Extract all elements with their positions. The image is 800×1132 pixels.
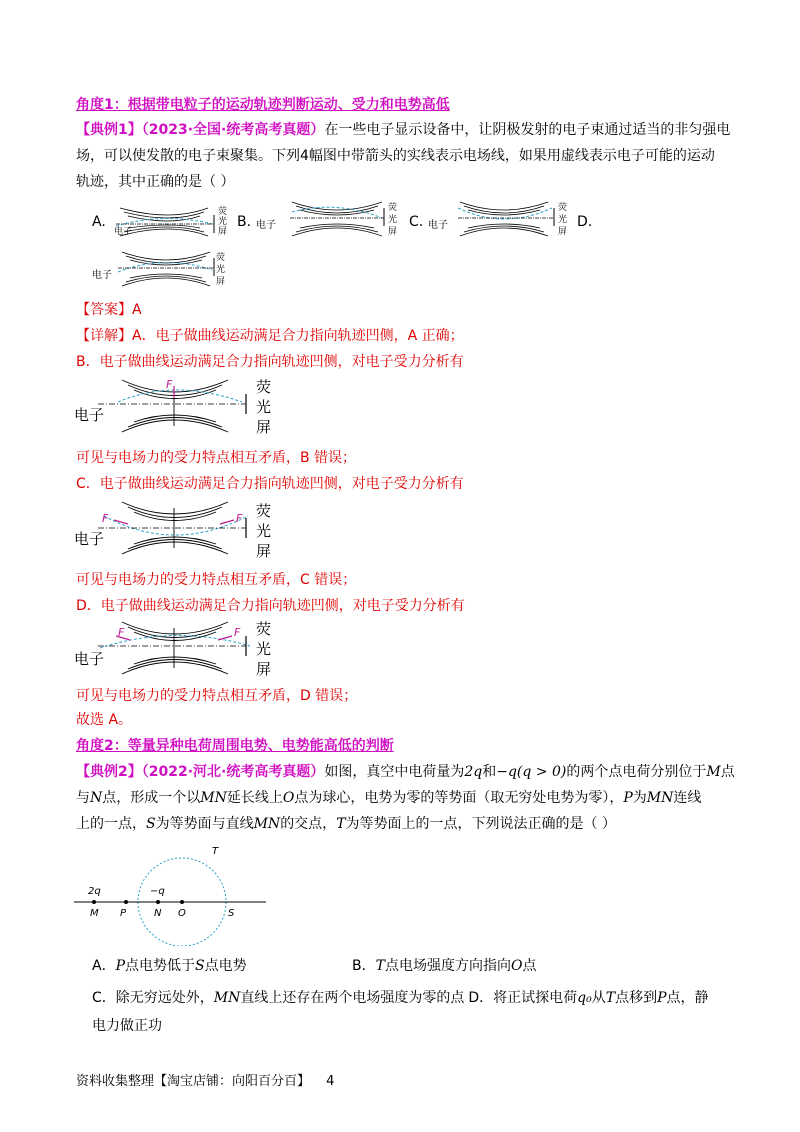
figure-option-d (88, 246, 238, 292)
svg-text:屏: 屏 (218, 227, 228, 237)
ex2-math: 2q (464, 764, 483, 780)
ex2-text: 的交点， (280, 816, 337, 832)
svg-text:电子: 电子 (114, 227, 133, 237)
ex2-math: MN (253, 816, 281, 832)
example1-tag: 【典例1】 (76, 122, 142, 138)
svg-text:屏: 屏 (388, 227, 398, 237)
svg-text:光: 光 (388, 215, 398, 225)
detail-tag: 【详解】 (76, 328, 132, 344)
figure-option-b (252, 196, 402, 242)
svg-text:荧: 荧 (256, 620, 272, 638)
angle2-heading: 角度2：等量异种电荷周围电势、电势能高低的判断 (76, 738, 394, 754)
ex2-option-b (352, 956, 536, 976)
detail-figure-b (70, 374, 310, 440)
ex2-math: −q(q > 0) (496, 764, 567, 780)
ex2-text: 和 (482, 764, 497, 780)
svg-text:荧: 荧 (388, 203, 398, 213)
ex2-text: 为等势面与直线 (155, 816, 254, 832)
conclude-b: 可见与电场力的受力特点相互矛盾，B 错误； (76, 450, 357, 466)
ex2-text: 点移到 (615, 990, 658, 1006)
ex2-text: 点电势 (204, 958, 247, 974)
svg-text:光: 光 (256, 522, 272, 540)
ex2-math: P (657, 990, 667, 1006)
ex2-text: 为等势面上的一点，下列说法正确的是（ ） (345, 816, 616, 832)
svg-text:电子: 电子 (74, 406, 105, 424)
ex2-math: P (115, 958, 125, 974)
ex2-text: 点，静 (666, 990, 709, 1006)
svg-text:F: F (234, 626, 241, 639)
svg-text:O: O (178, 908, 186, 919)
ex2-text: 与 (76, 790, 90, 806)
figure-option-a (108, 200, 238, 240)
ex2-text: 延长线上 (226, 790, 283, 806)
option-c-label: C. (409, 214, 424, 230)
ex2-text: 如图，真空中电荷量为 (324, 764, 465, 780)
detail-c-line: C．电子做曲线运动满足合力指向轨迹凹侧，对电子受力分析有 (76, 476, 464, 492)
angle1-heading: 角度1：根据带电粒子的运动轨迹判断运动、受力和电势高低 (76, 97, 450, 113)
detail-figure-c (70, 496, 310, 562)
svg-text:荧: 荧 (218, 207, 228, 217)
svg-text:电子: 电子 (256, 220, 276, 231)
svg-text:屏: 屏 (216, 277, 226, 287)
final-answer: 故选 A。 (76, 712, 133, 728)
example1-line3: 轨迹，其中正确的是（ ） (76, 174, 235, 190)
ex2-text: B． (352, 958, 376, 974)
figure-option-c (424, 196, 574, 242)
ex2-text: A． (92, 958, 116, 974)
conclude-d: 可见与电场力的受力特点相互矛盾，D 错误； (76, 688, 358, 704)
ex2-text: 为 (632, 790, 647, 806)
example2-tag: 【典例2】 (76, 764, 142, 780)
svg-text:S: S (228, 908, 235, 919)
ex2-text: 点，形成一个以 (102, 790, 201, 806)
svg-text:电子: 电子 (428, 220, 448, 231)
conclude-c: 可见与电场力的受力特点相互矛盾，C 错误； (76, 572, 357, 588)
ex2-math: O (282, 790, 295, 806)
ex2-text: 的两个点电荷分别位于 (566, 764, 707, 780)
svg-text:荧: 荧 (216, 253, 226, 263)
svg-text:M: M (90, 908, 99, 919)
ex2-math: N (90, 790, 103, 806)
ex2-text: 从 (591, 990, 606, 1006)
example1-text1: 在一些电子显示设备中，让阴极发射的电子束通过适当的非匀强电 (324, 122, 731, 138)
footer-text: 资料收集整理【淘宝店铺：向阳百分百】 (76, 1074, 311, 1089)
ex2-text: 连线 (673, 790, 702, 806)
ex2-math: O (510, 958, 523, 974)
svg-text:光: 光 (216, 265, 226, 275)
ex2-math: MN (213, 990, 241, 1006)
ex2-math: P (623, 790, 633, 806)
ex2-option-d-cont: 电力做正功 (92, 1018, 162, 1034)
example1-line1 (76, 120, 731, 140)
ex2-math: q₀ (577, 990, 592, 1006)
svg-text:光: 光 (558, 215, 568, 225)
example2-line3 (76, 814, 726, 834)
page-footer (76, 1070, 334, 1089)
svg-text:电子: 电子 (74, 650, 105, 668)
example2-line1 (76, 762, 735, 782)
svg-text:屏: 屏 (256, 542, 272, 560)
svg-text:光: 光 (218, 217, 228, 227)
ex2-text: 点 (720, 764, 735, 780)
svg-text:F: F (166, 378, 173, 391)
ex2-text: 点为球心，电势为零的等势面（取无穷处电势为零）， (294, 790, 624, 806)
ex2-math: MN (200, 790, 227, 806)
ex2-text: 点 (522, 958, 537, 974)
ex2-text: 上的一点， (76, 816, 146, 832)
svg-text:电子: 电子 (74, 530, 105, 548)
example1-line2: 场，可以使发散的电子束聚集。下列4幅图中带箭头的实线表示电场线，如果用虚线表示电子可能的运动 (76, 148, 715, 164)
svg-text:屏: 屏 (558, 227, 568, 237)
svg-text:荧: 荧 (256, 502, 272, 520)
page-number: 4 (326, 1074, 335, 1089)
ex2-math: S (195, 958, 205, 974)
option-a-label: A. (92, 214, 106, 230)
ex2-math: T (605, 990, 616, 1006)
ex2-math: MN (646, 790, 674, 806)
ex2-option-c-d (92, 988, 709, 1008)
svg-text:−q: −q (150, 886, 165, 897)
ex2-math: T (375, 958, 385, 974)
svg-text:屏: 屏 (256, 418, 272, 436)
detail-b-line: B．电子做曲线运动满足合力指向轨迹凹侧，对电子受力分析有 (76, 354, 464, 370)
ex2-text: D．将正试探电荷 (468, 990, 578, 1006)
option-b-label: B. (237, 214, 252, 230)
detail-d-line: D．电子做曲线运动满足合力指向轨迹凹侧，对电子受力分析有 (76, 598, 465, 614)
svg-text:荧: 荧 (256, 378, 272, 396)
svg-text:荧: 荧 (558, 203, 568, 213)
svg-text:F: F (236, 512, 243, 525)
detail-figure-d (70, 616, 310, 682)
detail-a-line (76, 326, 726, 346)
example1-source: （2023·全国·统考高考真题） (141, 122, 325, 138)
equipotential-figure (70, 846, 270, 946)
example2-source: （2022·河北·统考高考真题） (141, 764, 325, 780)
ex2-math: M (706, 764, 721, 780)
svg-text:N: N (154, 908, 162, 919)
svg-text:光: 光 (256, 640, 272, 658)
answer-tag: 【答案】 (76, 302, 132, 318)
svg-text:F: F (118, 626, 125, 639)
detail-a-text: A．电子做曲线运动满足合力指向轨迹凹侧，A 正确； (132, 328, 464, 344)
svg-text:T: T (212, 846, 219, 857)
ex2-text: C．除无穷远处外， (92, 990, 214, 1006)
answer-value: A (132, 302, 142, 318)
svg-text:F: F (102, 512, 109, 525)
ex2-text: 直线上还存在两个电场强度为零的点 (240, 990, 465, 1006)
ex2-option-a (92, 956, 247, 976)
ex2-text: 点电场强度方向指向 (384, 958, 511, 974)
ex2-math: S (146, 816, 156, 832)
ex2-math: T (336, 816, 346, 832)
svg-text:P: P (120, 908, 127, 919)
ex2-text: 点电势低于 (125, 958, 195, 974)
svg-text:光: 光 (256, 398, 272, 416)
option-d-label: D. (577, 214, 593, 230)
svg-text:电子: 电子 (92, 270, 112, 281)
svg-text:屏: 屏 (256, 660, 272, 678)
answer-line (76, 300, 726, 320)
example2-line2 (76, 788, 726, 808)
svg-text:2q: 2q (88, 886, 101, 897)
